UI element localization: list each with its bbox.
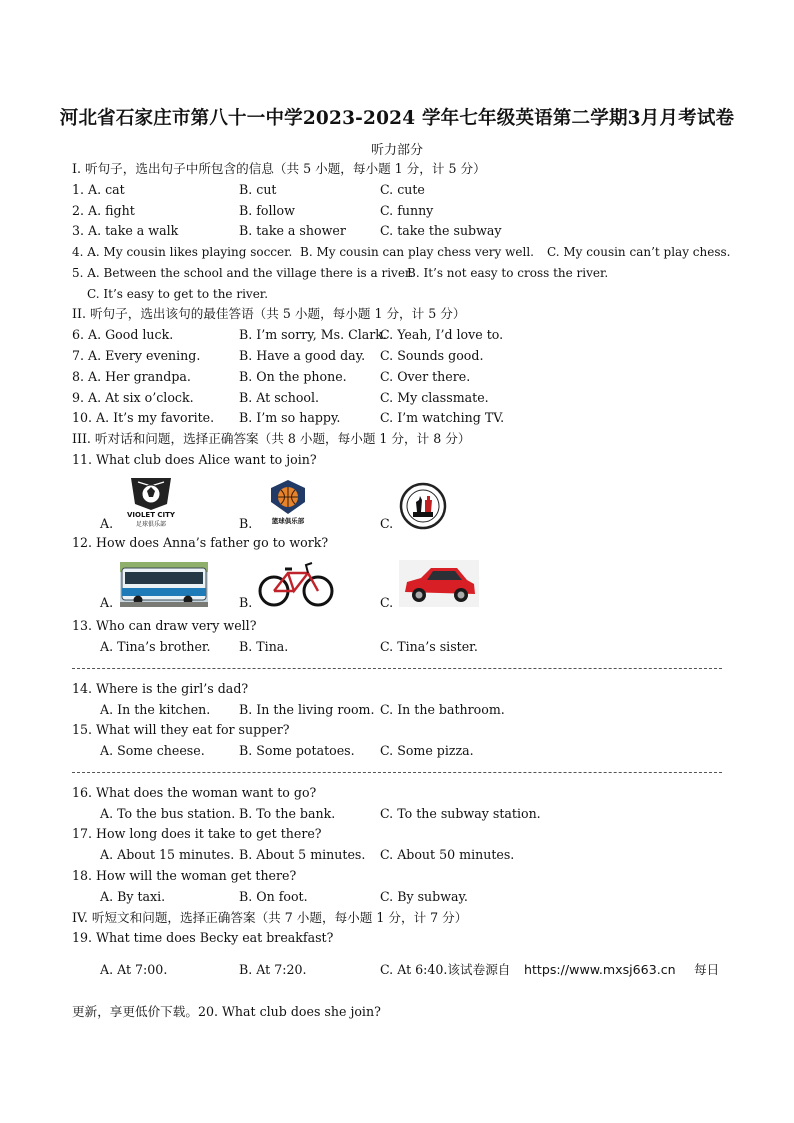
q10-option-c: C. I’m watching TV.	[380, 410, 505, 425]
q10-option-b: B. I’m so happy.	[239, 410, 341, 425]
q6-option-b: B. I’m sorry, Ms. Clark.	[239, 327, 387, 342]
q7-option-c: C. Sounds good.	[380, 348, 484, 363]
q11-label-b: B.	[239, 516, 253, 531]
dashed-separator-2	[72, 772, 722, 773]
section-1-heading: I. 听句子，选出句子中所包含的信息（共 5 小题，每小题 1 分，计 5 分）	[72, 161, 486, 176]
q17-option-c: C. About 50 minutes.	[380, 847, 515, 862]
q17-option-b: B. About 5 minutes.	[239, 847, 366, 862]
soccer-logo-subtext: 足球俱乐部	[135, 521, 166, 528]
q13-question: 13. Who can draw very well?	[72, 618, 257, 633]
q1-option-b: B. cut	[239, 182, 277, 197]
q19-option-c: C. At 6:40.该试卷源自	[380, 962, 511, 977]
bicycle-picture	[258, 557, 334, 607]
q17-question: 17. How long does it take to get there?	[72, 826, 322, 841]
q19-option-a: A. At 7:00.	[100, 962, 168, 977]
q3-option-b: B. take a shower	[239, 223, 346, 238]
q7-option-a: 7. A. Every evening.	[72, 348, 201, 363]
basketball-club-logo	[265, 478, 311, 526]
q9-option-b: B. At school.	[239, 390, 320, 405]
q12-label-a: A.	[100, 595, 114, 610]
q18-option-c: C. By subway.	[380, 889, 468, 904]
q19-question: 19. What time does Becky eat breakfast?	[72, 930, 334, 945]
q13-option-a: A. Tina’s brother.	[100, 639, 211, 654]
q18-question: 18. How will the woman get there?	[72, 868, 297, 883]
q8-option-c: C. Over there.	[380, 369, 471, 384]
q14-question: 14. Where is the girl’s dad?	[72, 681, 249, 696]
q15-option-b: B. Some potatoes.	[239, 743, 355, 758]
section-2-heading: II. 听句子，选出该句的最佳答语（共 5 小题，每小题 1 分，计 5 分）	[72, 306, 466, 321]
q18-option-a: A. By taxi.	[100, 889, 166, 904]
soccer-club-logo	[122, 474, 180, 526]
q12-label-c: C.	[380, 595, 394, 610]
watermark-tail: 每日	[694, 962, 720, 977]
q4-option-b: B. My cousin can play chess very well.	[300, 245, 534, 259]
basketball-logo-text: 篮球俱乐部	[271, 517, 305, 525]
q9-option-a: 9. A. At six o’clock.	[72, 390, 194, 405]
q11-question: 11. What club does Alice want to join?	[72, 452, 317, 467]
q18-option-b: B. On foot.	[239, 889, 308, 904]
q5-option-c: C. It’s easy to get to the river.	[87, 287, 269, 301]
q10-option-a: 10. A. It’s my favorite.	[72, 410, 215, 425]
soccer-logo-name: VIOLET CITY	[126, 511, 175, 519]
q8-option-b: B. On the phone.	[239, 369, 347, 384]
q8-option-a: 8. A. Her grandpa.	[72, 369, 191, 384]
q3-option-c: C. take the subway	[380, 223, 502, 238]
source-url-link[interactable]: https://www.mxsj663.cn	[524, 962, 676, 977]
dashed-separator-1	[72, 668, 722, 669]
q6-option-c: C. Yeah, I’d love to.	[380, 327, 504, 342]
q14-option-b: B. In the living room.	[239, 702, 375, 717]
q5-option-a: 5. A. Between the school and the village there is a river.	[72, 266, 414, 280]
q20-question-line: 更新，享更低价下载。20. What club does she join?	[72, 1004, 381, 1019]
q12-label-b: B.	[239, 595, 253, 610]
q2-option-a: 2. A. fight	[72, 203, 135, 218]
q15-option-a: A. Some cheese.	[100, 743, 205, 758]
listening-part-subtitle: 听力部分	[370, 143, 423, 158]
q15-question: 15. What will they eat for supper?	[72, 722, 290, 737]
q11-label-c: C.	[380, 516, 394, 531]
q14-option-c: C. In the bathroom.	[380, 702, 505, 717]
q11-label-a: A.	[100, 516, 114, 531]
q9-option-c: C. My classmate.	[380, 390, 489, 405]
q3-option-a: 3. A. take a walk	[72, 223, 179, 238]
q17-option-a: A. About 15 minutes.	[100, 847, 235, 862]
q7-option-b: B. Have a good day.	[239, 348, 366, 363]
q19-option-b: B. At 7:20.	[239, 962, 307, 977]
q16-option-b: B. To the bank.	[239, 806, 336, 821]
q16-option-a: A. To the bus station.	[100, 806, 236, 821]
q12-question: 12. How does Anna’s father go to work?	[72, 535, 329, 550]
chess-club-logo	[399, 482, 447, 530]
q16-option-c: C. To the subway station.	[380, 806, 541, 821]
section-4-heading: IV. 听短文和问题，选择正确答案（共 7 小题，每小题 1 分，计 7 分）	[72, 910, 468, 925]
q16-question: 16. What does the woman want to go?	[72, 785, 317, 800]
bus-picture	[120, 562, 208, 607]
q2-option-b: B. follow	[239, 203, 295, 218]
car-picture	[399, 560, 479, 607]
q14-option-a: A. In the kitchen.	[100, 702, 211, 717]
q5-option-b: B. It’s not easy to cross the river.	[407, 266, 609, 280]
section-3-heading: III. 听对话和问题，选择正确答案（共 8 小题，每小题 1 分，计 8 分）	[72, 431, 471, 446]
q13-option-b: B. Tina.	[239, 639, 289, 654]
q13-option-c: C. Tina’s sister.	[380, 639, 478, 654]
q2-option-c: C. funny	[380, 203, 434, 218]
q6-option-a: 6. A. Good luck.	[72, 327, 174, 342]
q15-option-c: C. Some pizza.	[380, 743, 474, 758]
q4-option-c: C. My cousin can’t play chess.	[547, 245, 731, 259]
q1-option-a: 1. A. cat	[72, 182, 125, 197]
q4-option-a: 4. A. My cousin likes playing soccer.	[72, 245, 293, 259]
q1-option-c: C. cute	[380, 182, 425, 197]
page-title: 河北省石家庄市第八十一中学2023-2024 学年七年级英语第二学期3月月考试卷	[59, 108, 735, 129]
